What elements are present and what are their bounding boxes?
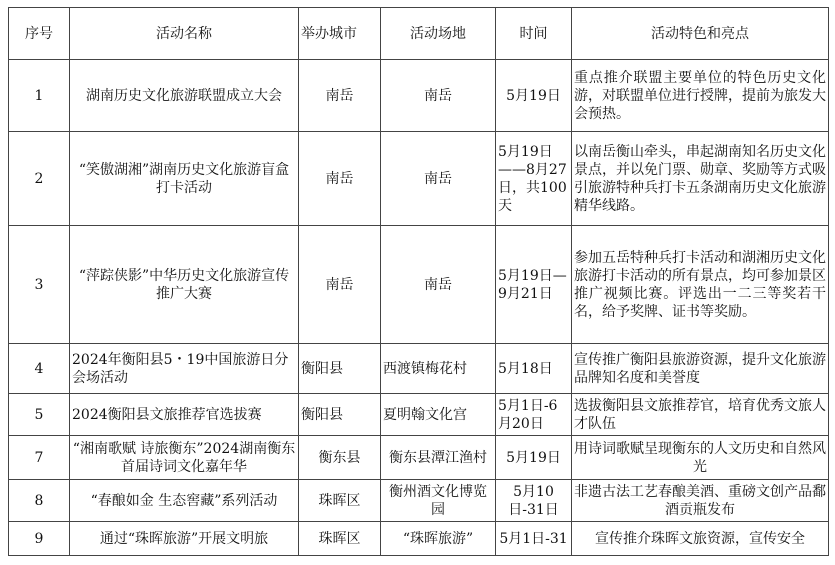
cell-no: 4 — [9, 344, 70, 394]
header-no: 序号 — [9, 8, 70, 60]
cell-city: 珠晖区 — [299, 480, 381, 522]
cell-features: 以南岳衡山牵头，串起湖南知名历史文化景点，并以免门票、勋章、奖励等方式吸引旅游特种兵打卡五条湖南历史文化旅游精华线路。 — [572, 132, 829, 226]
cell-city: 南岳 — [299, 226, 381, 344]
table-row — [9, 226, 829, 344]
cell-venue: 南岳 — [381, 60, 496, 132]
cell-venue: 南岳 — [381, 226, 496, 344]
cell-time: 5月19日——8月27日，共100天 — [496, 132, 572, 226]
table-header-row — [9, 8, 829, 60]
cell-city: 衡阳县 — [299, 344, 381, 394]
cell-features: 参加五岳特种兵打卡活动和湖湘历史文化旅游打卡活动的所有景点，均可参加景区推广视频比赛。评选出一二三等奖若干名，给予奖牌、证书等奖励。 — [572, 226, 829, 344]
header-city: 举办城市 — [299, 8, 381, 60]
cell-city: 珠晖区 — [299, 522, 381, 556]
cell-time: 5月10日-31日 — [496, 480, 572, 522]
cell-time: 5月1日-31 — [496, 522, 572, 556]
cell-venue: 南岳 — [381, 132, 496, 226]
cell-time: 5月19日 — [496, 60, 572, 132]
cell-name: 通过“珠晖旅游”开展文明旅 — [70, 522, 299, 556]
table-row — [9, 522, 829, 556]
cell-city: 衡阳县 — [299, 394, 381, 436]
cell-venue: 西渡镇梅花村 — [381, 344, 496, 394]
cell-features: 用诗词歌赋呈现衡东的人文历史和自然风光 — [572, 436, 829, 480]
cell-no: 7 — [9, 436, 70, 480]
cell-time: 5月18日 — [496, 344, 572, 394]
cell-no: 8 — [9, 480, 70, 522]
header-name: 活动名称 — [70, 8, 299, 60]
cell-name: 湖南历史文化旅游联盟成立大会 — [70, 60, 299, 132]
cell-no: 2 — [9, 132, 70, 226]
table-row — [9, 344, 829, 394]
cell-features: 宣传推广衡阳县旅游资源，提升文化旅游品牌知名度和美誉度 — [572, 344, 829, 394]
cell-no: 5 — [9, 394, 70, 436]
cell-name: 2024年衡阳县5・19中国旅游日分会场活动 — [70, 344, 299, 394]
cell-name: “春酿如金 生态窖藏”系列活动 — [70, 480, 299, 522]
header-time: 时间 — [496, 8, 572, 60]
cell-city: 衡东县 — [299, 436, 381, 480]
cell-no: 3 — [9, 226, 70, 344]
table-row — [9, 480, 829, 522]
cell-features: 非遗古法工艺春酿美酒、重磅文创产品鄱酒贡瓶发布 — [572, 480, 829, 522]
header-venue: 活动场地 — [381, 8, 496, 60]
cell-venue: 衡州酒文化博览园 — [381, 480, 496, 522]
cell-name: “萍踪侠影”中华历史文化旅游宣传推广大赛 — [70, 226, 299, 344]
cell-venue: “珠晖旅游” — [381, 522, 496, 556]
cell-name: “笑傲湖湘”湖南历史文化旅游盲盒打卡活动 — [70, 132, 299, 226]
table-row — [9, 60, 829, 132]
cell-name: 2024衡阳县文旅推荐官选拔赛 — [70, 394, 299, 436]
cell-city: 南岳 — [299, 132, 381, 226]
cell-features: 重点推介联盟主要单位的特色历史文化游，对联盟单位进行授牌，提前为旅发大会预热。 — [572, 60, 829, 132]
cell-no: 9 — [9, 522, 70, 556]
cell-features: 宣传推介珠晖文旅资源，宣传安全 — [572, 522, 829, 556]
table-row — [9, 132, 829, 226]
cell-venue: 衡东县潭江渔村 — [381, 436, 496, 480]
table-row — [9, 436, 829, 480]
header-features: 活动特色和亮点 — [572, 8, 829, 60]
cell-time: 5月19日 — [496, 436, 572, 480]
cell-time: 5月19日—9月21日 — [496, 226, 572, 344]
cell-city: 南岳 — [299, 60, 381, 132]
activity-table — [8, 7, 829, 556]
activity-table-container — [8, 7, 829, 556]
cell-time: 5月1日-6月20日 — [496, 394, 572, 436]
cell-features: 选拔衡阳县文旅推荐官，培育优秀文旅人才队伍 — [572, 394, 829, 436]
cell-venue: 夏明翰文化宫 — [381, 394, 496, 436]
cell-no: 1 — [9, 60, 70, 132]
cell-name: “湘南歌赋 诗旅衡东”2024湖南衡东首届诗词文化嘉年华 — [70, 436, 299, 480]
table-row — [9, 394, 829, 436]
